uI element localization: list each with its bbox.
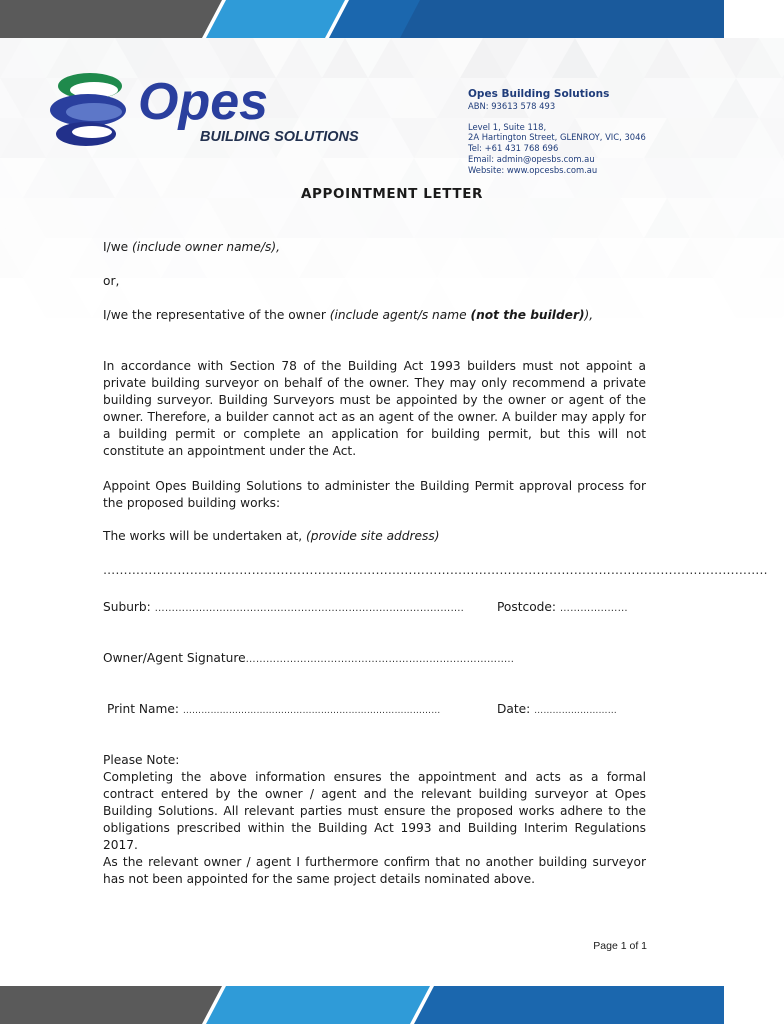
company-tel: Tel: +61 431 768 696 — [468, 143, 559, 154]
page-number: Page 1 of 1 — [593, 940, 647, 952]
company-website: Website: www.opcesbs.com.au — [468, 164, 598, 175]
company-details — [468, 88, 646, 175]
note-heading: Please Note: — [103, 753, 180, 767]
logo-swirl-icon — [48, 66, 138, 152]
signature-field[interactable]: ……………………………………………………..…………….. — [245, 654, 515, 665]
works-hint: (provide site address) — [306, 529, 440, 543]
suburb-field[interactable]: ………………………………………………………………………………. — [154, 603, 465, 614]
appoint-paragraph: Appoint Opes Building Solutions to administer the Building Permit approval process for the proposed building works: — [103, 479, 646, 510]
owner-line — [103, 239, 646, 256]
company-address-line2: 2A Hartington Street, GLENROY, VIC, 3046 — [468, 132, 646, 143]
signature-label: Owner/Agent Signature — [103, 651, 246, 665]
note-body: Completing the above information ensures the appointment and acts as a formal contract entered by the owner / agent and the relevant building surveyor at Opes Building Solutions. All relevant parties must ensure the proposed works adhere to the obligations prescribed within the Building Act 1993 and Building Interim Regulations 2017. — [103, 770, 646, 852]
company-abn: ABN: 93613 578 493 — [468, 101, 556, 111]
rep-hint: (include agent/s name — [329, 308, 471, 322]
header-band — [0, 0, 724, 38]
postcode-label: Postcode: — [497, 600, 560, 614]
rep-suffix: ), — [584, 308, 594, 322]
rep-bold: (not the builder) — [470, 308, 585, 322]
company-email: Email: admin@opesbs.com.au — [468, 153, 595, 164]
footer-band — [0, 986, 724, 1024]
representative-line — [103, 307, 646, 324]
print-name-label: Print Name: — [107, 702, 183, 716]
logo-subtitle: BUILDING SOLUTIONS — [200, 129, 359, 145]
letter-title: APPOINTMENT LETTER — [300, 186, 484, 202]
company-address-line1: Level 1, Suite 118, — [468, 121, 547, 132]
postcode-row — [497, 599, 647, 617]
date-row — [497, 701, 647, 720]
works-prefix: The works will be undertaken at, — [103, 529, 307, 543]
site-address-field[interactable]: …………………………………………………………………………………………………………………………………………….. — [103, 563, 768, 577]
confirm-paragraph: As the relevant owner / agent I furthermore confirm that no another building surveyor has not been appointed for the same project details nominated above. — [103, 855, 646, 886]
company-name: Opes Building Solutions — [468, 88, 610, 100]
logo-wordmark: Opes — [138, 73, 269, 131]
postcode-field[interactable]: …………..…… — [559, 603, 628, 614]
print-name-field[interactable]: ………………………………………………………………………… — [182, 706, 441, 716]
rep-prefix: I/we the representative of the owner — [103, 308, 330, 322]
suburb-label: Suburb: — [103, 600, 155, 614]
owner-hint: (include owner name/s), — [132, 240, 281, 254]
works-line — [103, 528, 646, 545]
company-logo — [48, 66, 368, 152]
section78-paragraph: In accordance with Section 78 of the Building Act 1993 builders must not appoint a private building surveyor on behalf of the owner. They may only recommend a private building surveyor. Building Surveyors must be appointed by the owner or agent of the owner. Therefore, a builder cannot act as an agent of the owner. A builder may apply for a building permit or complete an application for building permit, but this will not constitute an appointment under the Act. — [103, 359, 646, 458]
or-line: or, — [103, 274, 120, 288]
signature-row — [103, 650, 646, 668]
owner-prefix: I/we — [103, 240, 133, 254]
date-field[interactable]: ……………………… — [534, 706, 617, 716]
date-label: Date: — [497, 702, 535, 716]
